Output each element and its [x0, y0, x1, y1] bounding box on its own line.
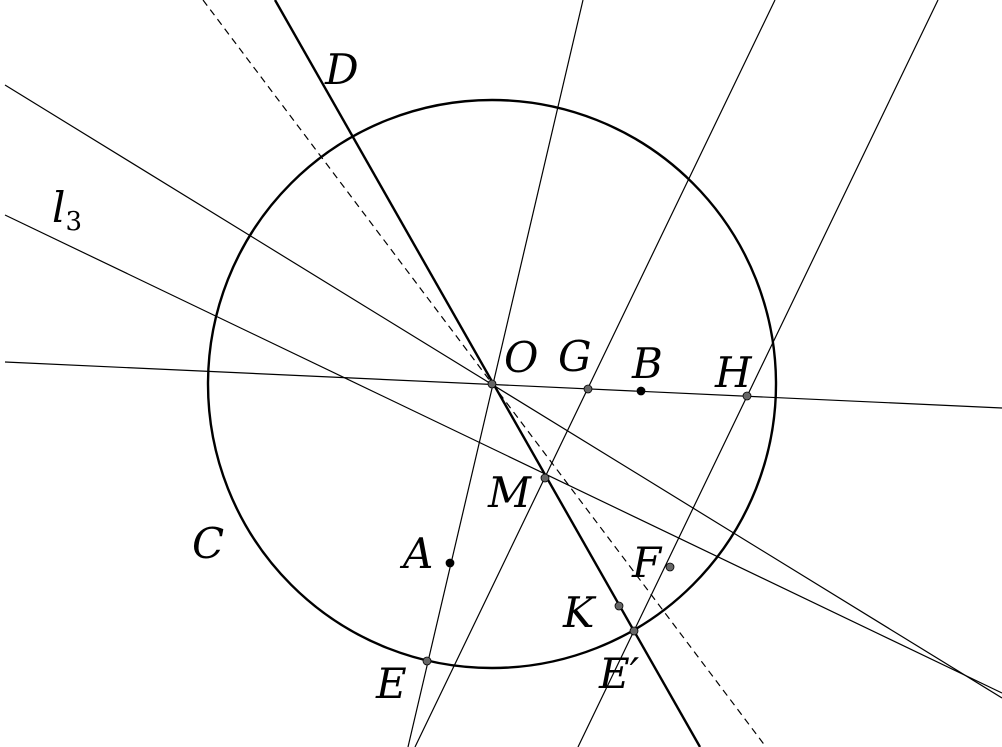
point-k [615, 602, 623, 610]
label-d: D [325, 45, 359, 94]
point-f [666, 563, 674, 571]
point-b [637, 387, 645, 395]
label-o: O [504, 333, 539, 382]
label-m: M [488, 468, 532, 517]
point-g [584, 385, 592, 393]
label-e-prime: E′ [599, 649, 640, 698]
dashed-line [203, 0, 766, 747]
line-oe [408, 0, 583, 747]
label-c: C [192, 519, 225, 568]
label-a: A [403, 529, 434, 578]
label-g: G [558, 332, 592, 381]
point-o [488, 380, 496, 388]
label-k: K [563, 588, 595, 637]
label-e: E [376, 659, 407, 708]
label-b: B [632, 339, 663, 388]
point-a [446, 559, 454, 567]
point-e [423, 657, 431, 665]
label-f: F [632, 538, 662, 587]
point-m [541, 474, 549, 482]
label-l3: l3 [52, 183, 82, 237]
line-l3 [5, 215, 1002, 693]
label-h: H [715, 348, 752, 397]
point-e-prime [630, 627, 638, 635]
